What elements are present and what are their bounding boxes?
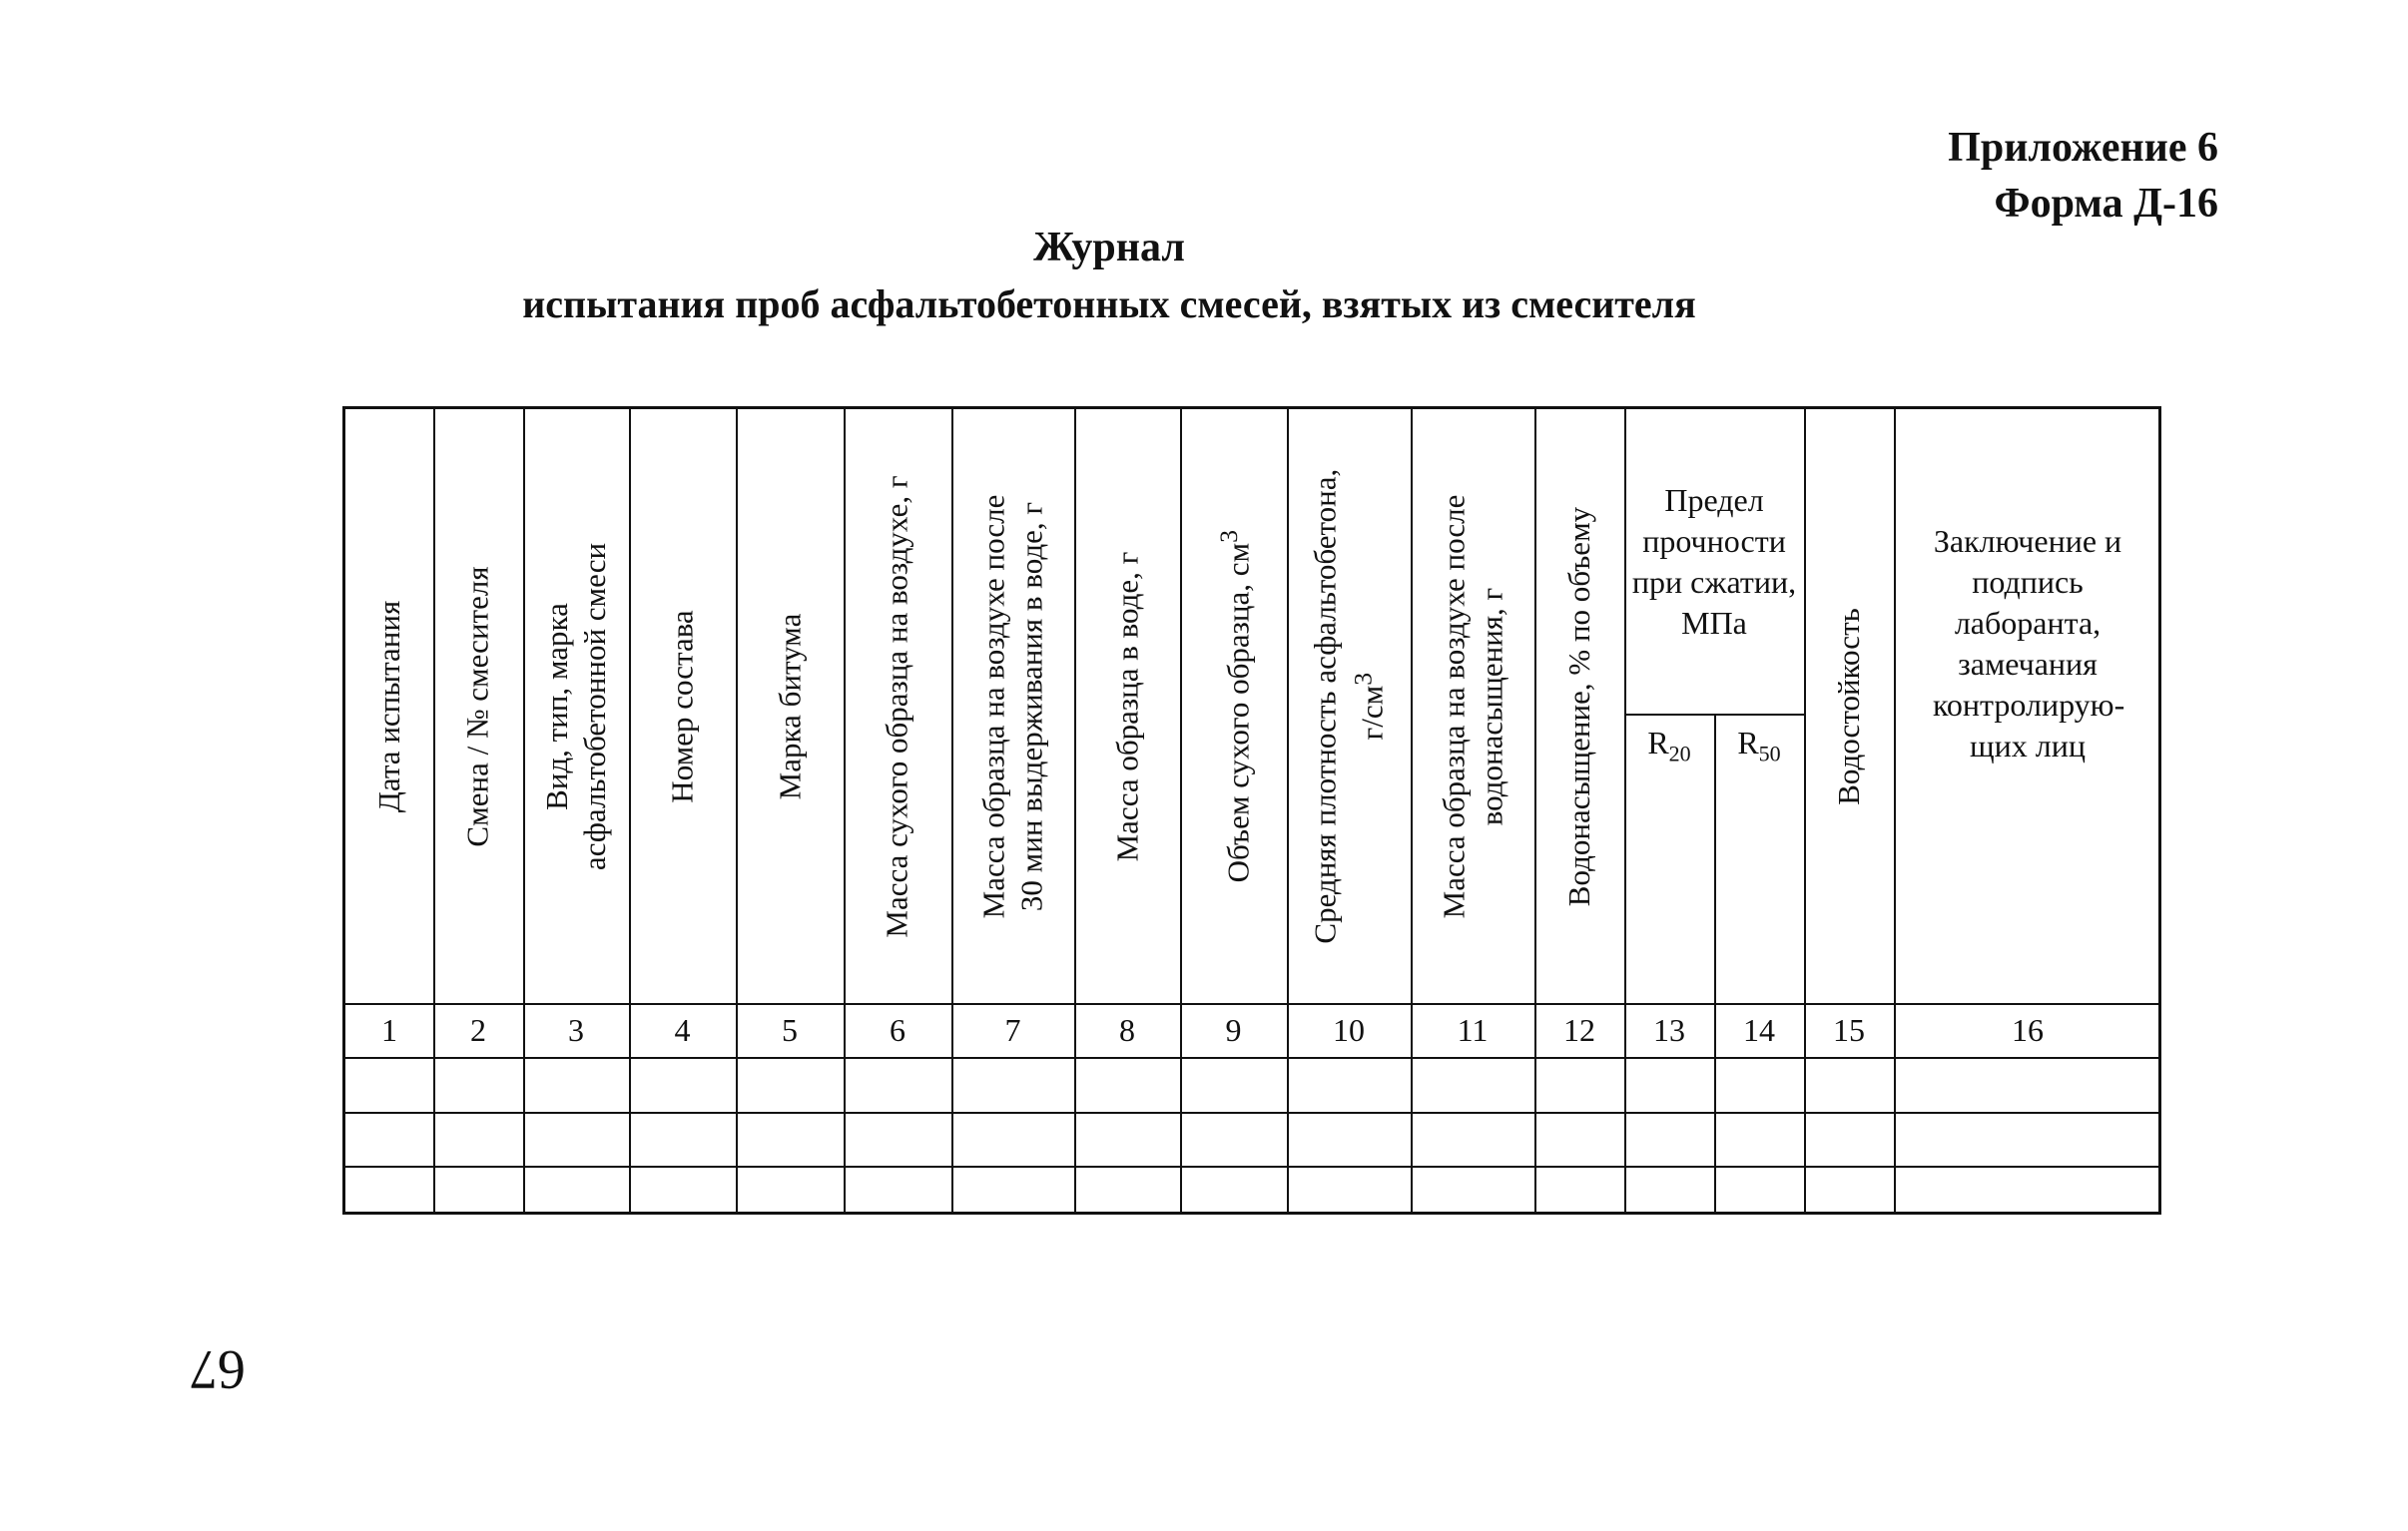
column-number: 14 bbox=[1743, 1011, 1775, 1048]
header-shift-mixer bbox=[433, 409, 523, 1003]
table-cell bbox=[844, 1057, 951, 1112]
table-cell bbox=[1894, 1166, 2161, 1215]
table-cell bbox=[1411, 1057, 1534, 1112]
header-r50-sub: 50 bbox=[1758, 741, 1781, 766]
header-mass-after-30min-line1: Масса образца на воздухе после bbox=[975, 494, 1011, 918]
table-cell bbox=[1624, 1057, 1714, 1112]
table-cell bbox=[629, 1057, 736, 1112]
table-cell bbox=[523, 1112, 629, 1166]
table-cell bbox=[1624, 1112, 1714, 1166]
table-cell bbox=[1894, 1112, 2161, 1166]
table-cell bbox=[951, 1166, 1074, 1215]
column-number: 5 bbox=[782, 1011, 798, 1048]
table-cell bbox=[1804, 1112, 1894, 1166]
table-cell bbox=[1714, 1166, 1804, 1215]
header-mix-type-line1: Вид, тип, марка bbox=[539, 602, 574, 810]
form-label: Форма Д-16 bbox=[1994, 181, 2218, 227]
table-cell bbox=[629, 1112, 736, 1166]
header-avg-density bbox=[1287, 409, 1411, 1003]
table-cell bbox=[1534, 1166, 1624, 1215]
column-number: 10 bbox=[1333, 1011, 1365, 1048]
column-number: 15 bbox=[1833, 1011, 1865, 1048]
table-cell bbox=[1287, 1166, 1411, 1215]
table-cell bbox=[1804, 1166, 1894, 1215]
journal-table bbox=[342, 406, 2161, 1215]
column-number: 6 bbox=[890, 1011, 905, 1048]
table-cell bbox=[345, 1057, 433, 1112]
header-compressive-strength bbox=[1624, 409, 1804, 714]
table-cell bbox=[1411, 1112, 1534, 1166]
table-cell bbox=[736, 1166, 844, 1215]
appendix-block bbox=[1948, 120, 2218, 232]
header-mass-after-30min-line2: 30 мин выдерживания в воде, г bbox=[1013, 501, 1049, 911]
table-cell bbox=[844, 1166, 951, 1215]
table-cell bbox=[1714, 1057, 1804, 1112]
column-number: 1 bbox=[381, 1011, 397, 1048]
header-mass-after-saturation bbox=[1411, 409, 1534, 1003]
table-cell bbox=[1074, 1166, 1180, 1215]
page-number: 67 bbox=[190, 1338, 246, 1400]
table-cell bbox=[951, 1112, 1074, 1166]
table-cell bbox=[1180, 1057, 1287, 1112]
header-water-saturation bbox=[1534, 409, 1624, 1003]
header-dry-mass-air-text: Масса сухого образца на воздухе, г bbox=[880, 474, 914, 938]
table-cell bbox=[1894, 1057, 2161, 1112]
header-mass-in-water bbox=[1074, 409, 1180, 1003]
table-cell bbox=[1287, 1112, 1411, 1166]
document-title: Журнал bbox=[1033, 225, 1185, 270]
column-number: 12 bbox=[1563, 1011, 1595, 1048]
header-shift-mixer-text: Смена / № смесителя bbox=[460, 565, 496, 847]
column-number: 13 bbox=[1653, 1011, 1685, 1048]
table-cell bbox=[523, 1166, 629, 1215]
header-avg-density-line2: г/см bbox=[1354, 685, 1390, 741]
header-mass-after-30min bbox=[951, 409, 1074, 1003]
header-water-resistance bbox=[1804, 409, 1894, 1003]
table-cell bbox=[1287, 1057, 1411, 1112]
table-cell bbox=[1180, 1166, 1287, 1215]
table-cell bbox=[345, 1166, 433, 1215]
column-number: 11 bbox=[1457, 1011, 1489, 1048]
header-dry-mass-air bbox=[844, 409, 951, 1003]
header-avg-density-sup: 3 bbox=[1348, 672, 1378, 686]
header-r50 bbox=[1714, 714, 1804, 783]
table-cell bbox=[1804, 1057, 1894, 1112]
header-water-saturation-text: Водонасыщение, % по объему bbox=[1561, 506, 1597, 906]
column-number: 7 bbox=[1004, 1011, 1021, 1048]
header-dry-volume-text: Объем сухого образца, см bbox=[1220, 542, 1256, 883]
table-cell bbox=[736, 1057, 844, 1112]
table-cell bbox=[345, 1112, 433, 1166]
table-cell bbox=[1714, 1112, 1804, 1166]
header-conclusion-text: Заключение и подпись лаборанта, замечания контролирую-щих лиц bbox=[1933, 523, 2125, 764]
appendix-label: Приложение 6 bbox=[1948, 125, 2218, 171]
table-cell bbox=[433, 1112, 523, 1166]
header-test-date bbox=[345, 409, 433, 1003]
header-r50-base: R bbox=[1737, 725, 1759, 762]
header-conclusion bbox=[1894, 409, 2161, 878]
column-number: 3 bbox=[568, 1011, 584, 1048]
header-avg-density-line1: Средняя плотность асфальтобетона, bbox=[1307, 468, 1343, 944]
table-cell bbox=[1074, 1057, 1180, 1112]
table-cell bbox=[629, 1166, 736, 1215]
column-number: 9 bbox=[1225, 1011, 1242, 1048]
table-cell bbox=[433, 1166, 523, 1215]
header-bitumen-grade-text: Марка битума bbox=[772, 613, 807, 799]
table-cell bbox=[1534, 1057, 1624, 1112]
header-mass-in-water-text: Масса образца в воде, г bbox=[1109, 551, 1144, 861]
document-subtitle: испытания проб асфальтобетонных смесей, взятых из смесителя bbox=[522, 281, 1696, 326]
header-water-resistance-text: Водостойкость bbox=[1831, 607, 1866, 805]
header-composition-number-text: Номер состава bbox=[664, 609, 700, 803]
column-number: 8 bbox=[1119, 1011, 1135, 1048]
header-mass-after-saturation-line1: Масса образца на воздухе после bbox=[1436, 494, 1471, 918]
table-cell bbox=[1411, 1166, 1534, 1215]
table-cell bbox=[951, 1057, 1074, 1112]
header-dry-volume bbox=[1180, 409, 1287, 1003]
group-header-divider bbox=[1624, 714, 1804, 716]
table-cell bbox=[1534, 1112, 1624, 1166]
table-cell bbox=[1180, 1112, 1287, 1166]
header-r20-sub: 20 bbox=[1668, 741, 1691, 766]
table-cell bbox=[736, 1112, 844, 1166]
column-number: 4 bbox=[674, 1011, 691, 1048]
header-compressive-strength-text: Предел прочности при сжатии, МПа bbox=[1631, 481, 1797, 641]
column-number: 2 bbox=[470, 1011, 486, 1048]
header-r20 bbox=[1624, 714, 1714, 783]
table-cell bbox=[1074, 1112, 1180, 1166]
table-cell bbox=[523, 1057, 629, 1112]
header-mass-after-saturation-line2: водонасыщения, г bbox=[1474, 587, 1508, 825]
column-number: 16 bbox=[2012, 1011, 2044, 1048]
header-composition-number bbox=[629, 409, 736, 1003]
header-mix-type bbox=[523, 409, 629, 1003]
header-r20-base: R bbox=[1647, 725, 1669, 762]
header-bitumen-grade bbox=[736, 409, 844, 1003]
header-test-date-text: Дата испытания bbox=[371, 600, 406, 812]
header-dry-volume-sup: 3 bbox=[1213, 529, 1243, 543]
header-mix-type-line2: асфальтобетонной смеси bbox=[577, 542, 612, 870]
table-cell bbox=[433, 1057, 523, 1112]
table-cell bbox=[844, 1112, 951, 1166]
table-cell bbox=[1624, 1166, 1714, 1215]
